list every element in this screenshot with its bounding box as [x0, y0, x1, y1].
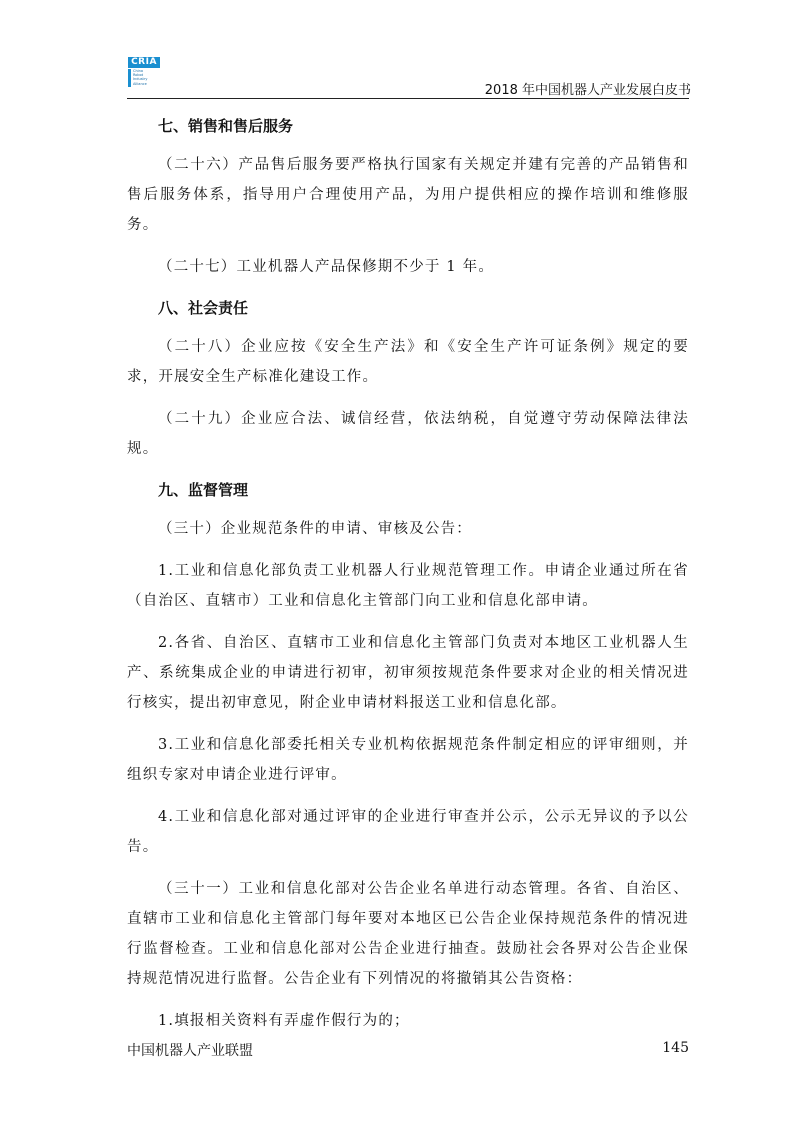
- logo-sub-line: Robot: [133, 73, 144, 78]
- cria-logo: [128, 57, 160, 87]
- logo-sub-line: Industry: [133, 77, 148, 82]
- list-item-1: 1.工业和信息化部负责工业机器人行业规范管理工作。申请企业通过所在省（自治区、直辖市）工业和信息化主管部门向工业和信息化部申请。: [127, 563, 689, 609]
- logo-text: CRIA: [128, 57, 160, 68]
- paragraph-26: （二十六）产品售后服务要严格执行国家有关规定并建有完善的产品销售和售后服务体系，指导用户合理使用产品，为用户提供相应的操作培训和维修服务。: [127, 157, 689, 233]
- section-heading-8: 八、社会责任: [158, 299, 249, 317]
- list-item-2: 2.各省、自治区、直辖市工业和信息化主管部门负责对本地区工业机器人生产、系统集成企业的申请进行初审，初审须按规范条件要求对企业的相关情况进行核实，提出初审意见，附企业申请材料报送工业和信息化部。: [127, 635, 689, 711]
- footer-org: 中国机器人产业联盟: [127, 1043, 253, 1059]
- section-heading-7: 七、销售和售后服务: [158, 117, 294, 135]
- page-body: [127, 112, 689, 1036]
- list-item-4: 4.工业和信息化部对通过评审的企业进行审查并公示，公示无异议的予以公告。: [127, 809, 689, 855]
- logo-subtitle: [133, 69, 147, 86]
- header-title: 2018 年中国机器人产业发展白皮书: [484, 83, 691, 98]
- list-item-3: 3.工业和信息化部委托相关专业机构依据规范条件制定相应的评审细则，并组织专家对申请企业进行评审。: [127, 737, 689, 783]
- paragraph-30: （三十）企业规范条件的申请、审核及公告：: [158, 521, 472, 537]
- paragraph-31: （三十一）工业和信息化部对公告企业名单进行动态管理。各省、自治区、直辖市工业和信息化主管部门每年要对本地区已公告企业保持规范条件的情况进行监督检查。工业和信息化部对公告企业进行抽查。鼓励社会各界对公告企业保持规范情况进行监督。公告企业有下列情况的将撤销其公告资格：: [127, 881, 689, 987]
- paragraph-29: （二十九）企业应合法、诚信经营，依法纳税，自觉遵守劳动保障法律法规。: [127, 411, 689, 457]
- page-number: 145: [662, 1040, 689, 1056]
- paragraph-27: （二十七）工业机器人产品保修期不少于 1 年。: [158, 259, 495, 275]
- logo-sub-line: China: [133, 69, 143, 73]
- logo-sub-line: Alliance: [133, 81, 147, 86]
- paragraph-28: （二十八）企业应按《安全生产法》和《安全生产许可证条例》规定的要求，开展安全生产标准化建设工作。: [127, 339, 689, 385]
- header-divider: [127, 98, 689, 99]
- logo-bar: [128, 69, 131, 87]
- section-heading-9: 九、监督管理: [158, 481, 249, 499]
- sublist-item-1: 1.填报相关资料有弄虚作假行为的；: [158, 1013, 410, 1029]
